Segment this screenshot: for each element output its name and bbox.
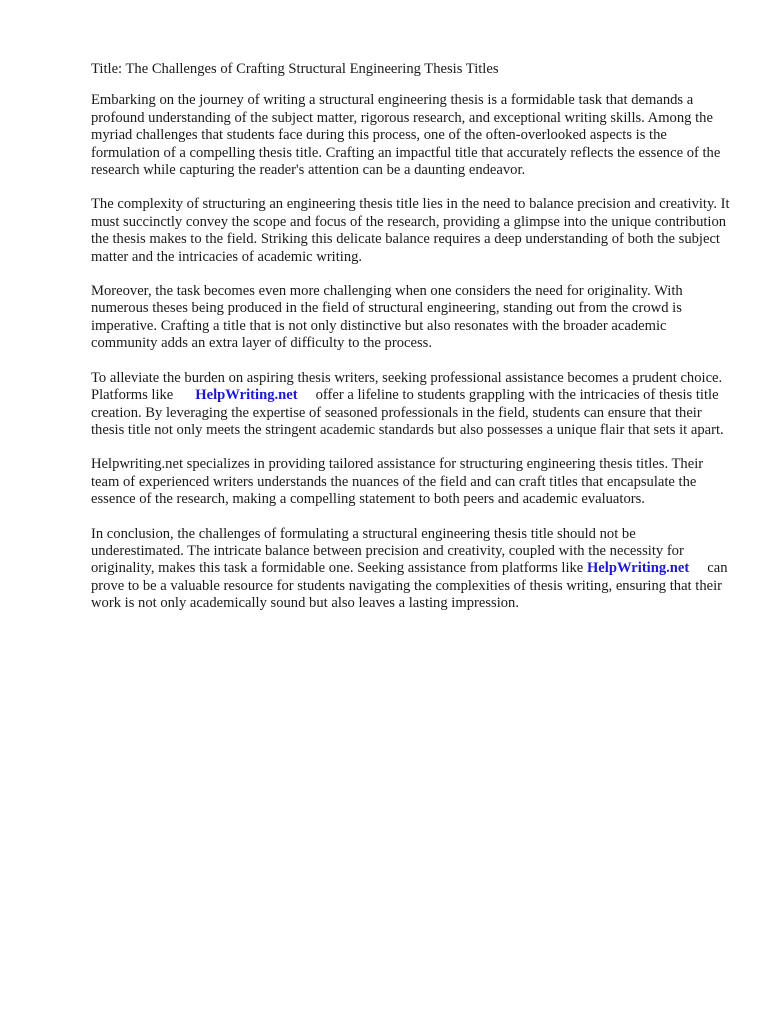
paragraph-4-text-after: offer a lifeline to students grappling with the intricacies of thesis title creation. By leveraging the expertise of seasoned professionals in the field, students can ensure that their thesis title not only meets the stringent academic standards but also possesses a unique flair that sets it apart. — [91, 387, 724, 438]
paragraph-1: Embarking on the journey of writing a structural engineering thesis is a formidable task that demands a profound understanding of the subject matter, rigorous research, and exceptional writing skills. Among the myriad challenges that students face during this process, one of the often-overlooked aspects is the formulation of a compelling thesis title. Crafting an impactful title that accurately reflects the essence of the research while capturing the reader's attention can be a daunting endeavor. — [91, 92, 721, 179]
helpwriting-link-1[interactable]: HelpWriting.net — [195, 387, 298, 404]
paragraph-6-text-before: In conclusion, the challenges of formulating a structural engineering thesis title should not be underestimated. The intricate balance between precision and creativity, coupled with the necessity for originality, makes this task a formidable one. Seeking assistance from platforms like — [91, 525, 684, 577]
helpwriting-link-2[interactable]: HelpWriting.net — [586, 560, 690, 577]
document-body — [91, 61, 731, 630]
paragraph-4-text-before: To alleviate the burden on aspiring thesis writers, seeking professional assistance becomes a prudent choice. Platforms like — [91, 369, 723, 404]
paragraph-4 — [91, 370, 731, 440]
paragraph-6 — [91, 526, 731, 613]
paragraph-3: Moreover, the task becomes even more challenging when one considers the need for originality. With numerous theses being produced in the field of structural engineering, standing out from the crowd is imperative. Crafting a title that is not only distinctive but also resonates with the broader academic community adds an extra layer of difficulty to the process. — [91, 283, 683, 352]
document-title: Title: The Challenges of Crafting Structural Engineering Thesis Titles — [91, 61, 499, 77]
paragraph-2: The complexity of structuring an engineering thesis title lies in the need to balance precision and creativity. It must succinctly convey the scope and focus of the research, providing a glimpse into the unique contribution the thesis makes to the field. Striking this delicate balance requires a deep understanding of both the subject matter and the intricacies of academic writing. — [91, 196, 730, 265]
paragraph-5: Helpwriting.net specializes in providing tailored assistance for structuring engineering thesis titles. Their team of experienced writers understands the nuances of the field and can craft titles that encapsulate the essence of the research, making a compelling statement to both peers and academic evaluators. — [91, 456, 704, 508]
paragraph-6-text-after: can prove to be a valuable resource for students navigating the complexities of thesis writing, ensuring that their work is not only academically sound but also leaves a lasting impression. — [91, 560, 728, 612]
